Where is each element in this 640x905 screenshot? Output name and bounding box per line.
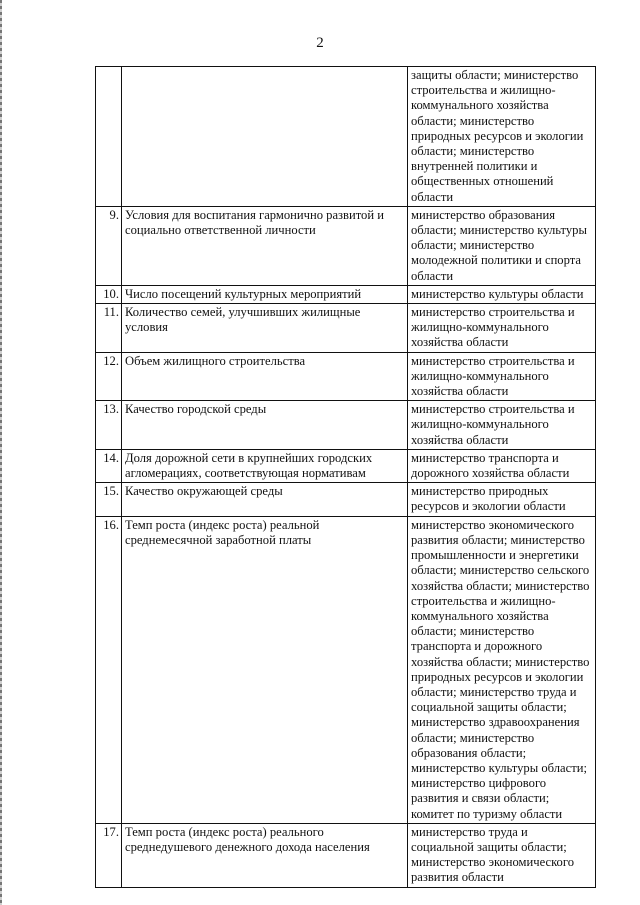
responsible-bodies: министерство труда и социальной защиты области; министерство экономического развития области: [408, 823, 596, 887]
indicator-name: Доля дорожной сети в крупнейших городских агломерациях, соответствующая нормативам: [122, 449, 408, 482]
table-row: [96, 449, 596, 482]
responsible-bodies: министерство культуры области: [408, 285, 596, 303]
responsible-bodies: министерство строительства и жилищно-коммунального хозяйства области: [408, 401, 596, 450]
row-number: 10.: [96, 285, 122, 303]
scan-edge: [0, 0, 2, 905]
indicator-name: Количество семей, улучшивших жилищные условия: [122, 304, 408, 353]
responsible-bodies: министерство образования области; министерство культуры области; министерство молодежной политики и спорта области: [408, 206, 596, 285]
indicator-name: Качество городской среды: [122, 401, 408, 450]
row-number: 16.: [96, 516, 122, 823]
indicator-name: Темп роста (индекс роста) реального среднедушевого денежного дохода населения: [122, 823, 408, 887]
responsible-bodies: защиты области; министерство строительства и жилищно-коммунального хозяйства области; министерство природных ресурсов и экологии области; министерство внутренней политики и общественных отношений области: [408, 67, 596, 207]
responsible-bodies: министерство экономического развития области; министерство промышленности и энергетики области; министерство сельского хозяйства области; министерство строительства и жилищно-коммунального хозяйства области; министерство транспорта и дорожного хозяйства области; министерство природных ресурсов и экологии области; министерство труда и социальной защиты области; министерство здравоохранения области; министерство образования области; министерство культуры области; министерство цифрового развития и связи области; комитет по туризму области: [408, 516, 596, 823]
responsible-bodies: министерство строительства и жилищно-коммунального хозяйства области: [408, 352, 596, 401]
table-row: [96, 285, 596, 303]
indicator-name: [122, 67, 408, 207]
row-number: 11.: [96, 304, 122, 353]
row-number: 17.: [96, 823, 122, 887]
row-number: 13.: [96, 401, 122, 450]
page-number: 2: [316, 35, 324, 51]
table-row: [96, 206, 596, 285]
table-row: [96, 516, 596, 823]
row-number: 14.: [96, 449, 122, 482]
indicator-name: Объем жилищного строительства: [122, 352, 408, 401]
row-number: 15.: [96, 483, 122, 516]
table-row: [96, 823, 596, 887]
responsible-bodies: министерство природных ресурсов и экологии области: [408, 483, 596, 516]
responsible-bodies: министерство строительства и жилищно-коммунального хозяйства области: [408, 304, 596, 353]
table-row: [96, 352, 596, 401]
responsible-bodies: министерство транспорта и дорожного хозяйства области: [408, 449, 596, 482]
indicators-table: [95, 66, 596, 888]
row-number: 12.: [96, 352, 122, 401]
row-number: 9.: [96, 206, 122, 285]
row-number: [96, 67, 122, 207]
indicator-name: Качество окружающей среды: [122, 483, 408, 516]
indicator-name: Темп роста (индекс роста) реальной среднемесячной заработной платы: [122, 516, 408, 823]
indicator-name: Условия для воспитания гармонично развитой и социально ответственной личности: [122, 206, 408, 285]
table-row: [96, 401, 596, 450]
table-row: [96, 483, 596, 516]
indicator-name: Число посещений культурных мероприятий: [122, 285, 408, 303]
table-row: [96, 304, 596, 353]
table-row: [96, 67, 596, 207]
